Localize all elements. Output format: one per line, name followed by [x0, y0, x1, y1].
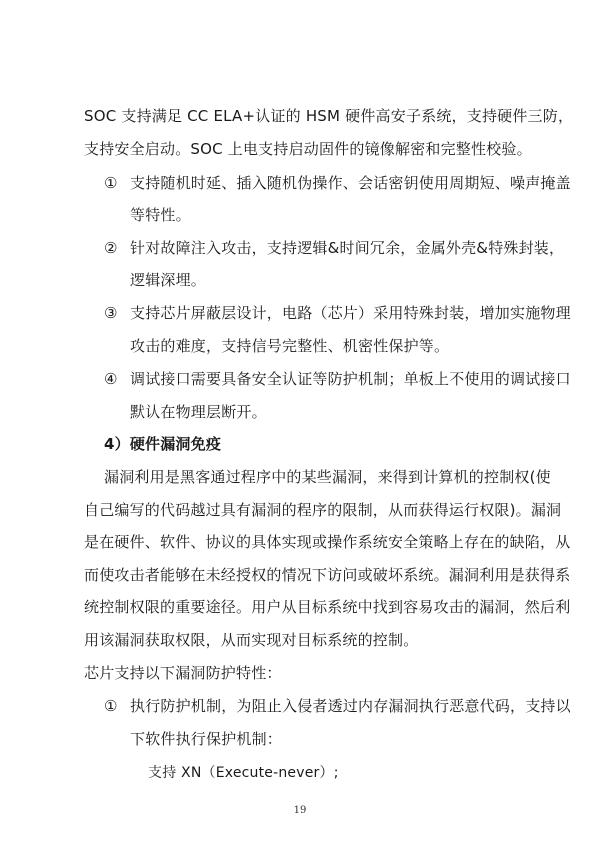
- xn-support-line: 支持 XN（Execute-never）;: [148, 765, 339, 781]
- list-item-text: 执行防护机制，为阻止入侵者透过内存漏洞执行恶意代码，支持以: [130, 697, 571, 715]
- list-marker: ①: [104, 174, 118, 192]
- list-item-text: 支持芯片屏蔽层设计，电路（芯片）采用特殊封装，增加实施物理: [130, 304, 571, 322]
- list-item: [104, 369, 571, 389]
- list-item: [104, 303, 571, 323]
- section-heading: 4）硬件漏洞免疫: [104, 435, 222, 453]
- paragraph-line: SOC 支持满足 CC ELA+认证的 HSM 硬件高安子系统，支持硬件三防，: [84, 107, 574, 125]
- paragraph-line: 漏洞利用是黑客通过程序中的某些漏洞，来得到计算机的控制权(使: [104, 468, 551, 486]
- list-item: [104, 173, 571, 193]
- list-marker: ②: [104, 239, 118, 257]
- list-item-text: 调试接口需要具备安全认证等防护机制；单板上不使用的调试接口: [130, 370, 571, 388]
- list-item: [104, 238, 564, 258]
- list-marker: ①: [104, 697, 118, 715]
- paragraph-line: 是在硬件、软件、协议的具体实现或操作系统安全策略上存在的缺陷，从: [84, 533, 571, 551]
- list-item: [104, 696, 571, 716]
- chip-intro: 芯片支持以下漏洞防护特性：: [84, 664, 282, 682]
- list-item-continuation: 默认在物理层断开。: [130, 403, 267, 421]
- list-item-text: 针对故障注入攻击，支持逻辑&时间冗余，金属外壳&特殊封装，: [130, 239, 565, 257]
- list-marker: ③: [104, 304, 118, 322]
- list-item-continuation: 逻辑深埋。: [130, 271, 207, 289]
- paragraph-line: 统控制权限的重要途径。用户从目标系统中找到容易攻击的漏洞，然后利: [84, 598, 571, 616]
- list-item-continuation: 攻击的难度，支持信号完整性、机密性保护等。: [130, 337, 450, 355]
- page-number: 19: [293, 805, 307, 816]
- paragraph-line: 支持安全启动。SOC 上电支持启动固件的镜像解密和完整性校验。: [84, 140, 532, 158]
- list-item-text: 支持随机时延、插入随机伪操作、会话密钥使用周期短、噪声掩盖: [130, 174, 571, 192]
- paragraph-line: 自己编写的代码越过具有漏洞的程序的限制，从而获得运行权限)。漏洞: [84, 501, 562, 519]
- paragraph-line: 而使攻击者能够在未经授权的情况下访问或破坏系统。漏洞利用是获得系: [84, 566, 571, 584]
- list-item-continuation: 下软件执行保护机制：: [130, 730, 283, 748]
- list-item-continuation: 等特性。: [130, 206, 191, 224]
- list-marker: ④: [104, 370, 118, 388]
- paragraph-line: 用该漏洞获取权限，从而实现对目标系统的控制。: [84, 631, 419, 649]
